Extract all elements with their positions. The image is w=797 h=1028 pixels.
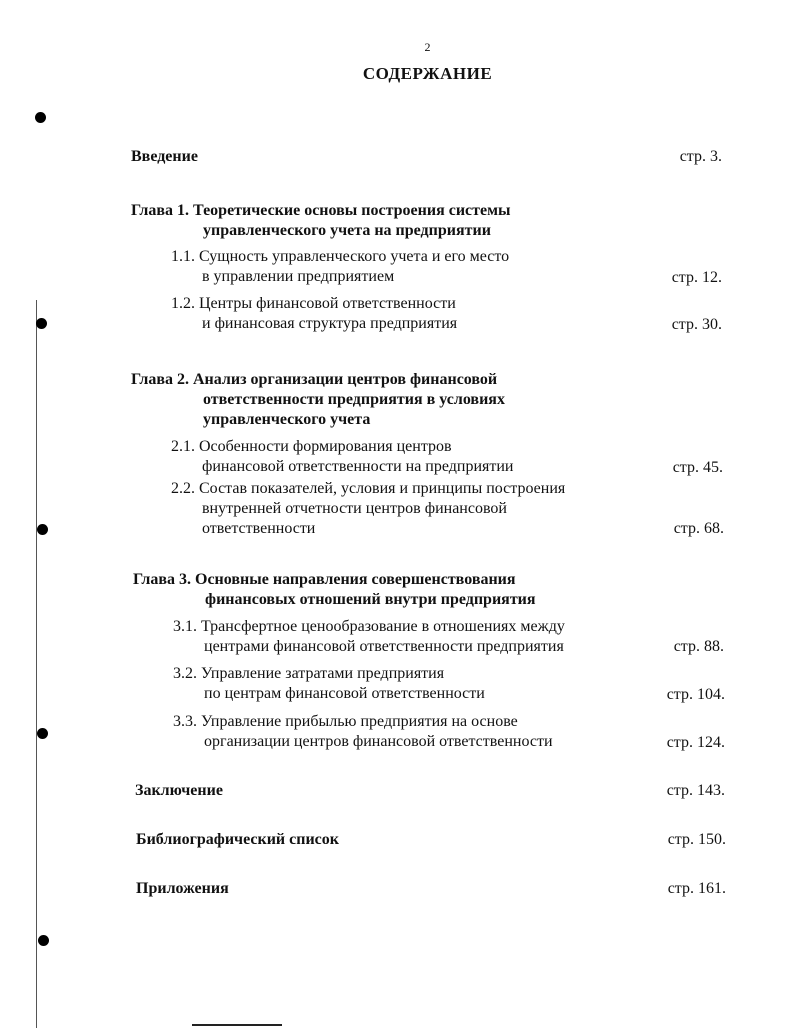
toc-section-1-1[interactable] bbox=[171, 247, 509, 287]
section-title-line: ответственности bbox=[202, 520, 316, 537]
toc-intro-label: Введение bbox=[131, 148, 198, 165]
toc-section-1-2-page: стр. 30. bbox=[671, 316, 722, 333]
section-number: 3.1. bbox=[173, 618, 197, 635]
toc-conclusion[interactable] bbox=[135, 781, 223, 801]
section-title-line: Особенности формирования центров bbox=[199, 438, 452, 455]
section-title-line: в управлении предприятием bbox=[202, 268, 395, 285]
chapter-number: Глава 2. bbox=[131, 371, 189, 388]
toc-chapter-3[interactable] bbox=[133, 570, 536, 610]
toc-bibliography[interactable] bbox=[136, 830, 339, 850]
chapter-title-line: управленческого учета на предприятии bbox=[203, 222, 491, 239]
punch-hole-dot bbox=[38, 935, 49, 946]
punch-hole-dot bbox=[36, 318, 47, 329]
toc-bibliography-label: Библиографический список bbox=[136, 831, 339, 848]
toc-conclusion-page: стр. 143. bbox=[666, 782, 725, 799]
chapter-title-line: управленческого учета bbox=[203, 411, 371, 428]
chapter-number: Глава 3. bbox=[133, 571, 191, 588]
toc-section-3-1[interactable] bbox=[173, 617, 565, 657]
toc-section-2-2-page: стр. 68. bbox=[673, 520, 724, 537]
section-title-line: Сущность управленческого учета и его место bbox=[199, 248, 510, 265]
section-number: 2.2. bbox=[171, 480, 195, 497]
section-title-line: Управление затратами предприятия bbox=[201, 665, 445, 682]
section-number: 3.3. bbox=[173, 713, 197, 730]
bottom-line bbox=[192, 1024, 282, 1026]
chapter-title-line: ответственности предприятия в условиях bbox=[203, 391, 505, 408]
chapter-title-line: Теоретические основы построения системы bbox=[193, 202, 511, 219]
section-title-line: Управление прибылью предприятия на основе bbox=[201, 713, 518, 730]
toc-section-1-2[interactable] bbox=[171, 294, 457, 334]
section-title-line: финансовой ответственности на предприятии bbox=[202, 458, 514, 475]
toc-bibliography-page: стр. 150. bbox=[667, 831, 726, 848]
punch-hole-dot bbox=[35, 112, 46, 123]
chapter-title-line: финансовых отношений внутри предприятия bbox=[205, 591, 536, 608]
chapter-title-line: Основные направления совершенствования bbox=[195, 571, 516, 588]
toc-chapter-1[interactable] bbox=[131, 201, 511, 241]
toc-section-3-1-page: стр. 88. bbox=[673, 638, 724, 655]
toc-appendix-label: Приложения bbox=[136, 880, 229, 897]
toc-section-3-3[interactable] bbox=[173, 712, 553, 752]
section-number: 1.2. bbox=[171, 295, 195, 312]
margin-line bbox=[36, 300, 37, 1028]
page-title: СОДЕРЖАНИЕ bbox=[362, 64, 493, 83]
chapter-title-line: Анализ организации центров финансовой bbox=[193, 371, 498, 388]
section-title-line: организации центров финансовой ответственности bbox=[204, 733, 553, 750]
chapter-number: Глава 1. bbox=[131, 202, 189, 219]
toc-intro-page: стр. 3. bbox=[679, 148, 722, 165]
toc-conclusion-label: Заключение bbox=[135, 782, 223, 799]
toc-appendix[interactable] bbox=[136, 879, 229, 899]
section-title-line: Центры финансовой ответственности bbox=[199, 295, 456, 312]
section-number: 3.2. bbox=[173, 665, 197, 682]
section-number: 1.1. bbox=[171, 248, 195, 265]
section-number: 2.1. bbox=[171, 438, 195, 455]
toc-section-1-1-page: стр. 12. bbox=[671, 269, 722, 286]
toc-intro[interactable] bbox=[131, 147, 198, 167]
toc-chapter-2[interactable] bbox=[131, 370, 505, 430]
section-title-line: внутренней отчетности центров финансовой bbox=[202, 500, 507, 517]
toc-section-3-2-page: стр. 104. bbox=[666, 686, 725, 703]
punch-hole-dot bbox=[37, 728, 48, 739]
toc-section-3-2[interactable] bbox=[173, 664, 485, 704]
toc-section-2-1[interactable] bbox=[171, 437, 514, 477]
toc-section-2-2[interactable] bbox=[171, 479, 565, 539]
toc-section-2-1-page: стр. 45. bbox=[672, 459, 723, 476]
section-title-line: центрами финансовой ответственности предприятия bbox=[204, 638, 564, 655]
toc-appendix-page: стр. 161. bbox=[667, 880, 726, 897]
section-title-line: Трансфертное ценообразование в отношениях между bbox=[201, 618, 565, 635]
section-title-line: по центрам финансовой ответственности bbox=[204, 685, 485, 702]
punch-hole-dot bbox=[37, 524, 48, 535]
toc-section-3-3-page: стр. 124. bbox=[666, 734, 725, 751]
section-title-line: Состав показателей, условия и принципы построения bbox=[199, 480, 566, 497]
page-number: 2 bbox=[424, 40, 431, 54]
section-title-line: и финансовая структура предприятия bbox=[202, 315, 458, 332]
